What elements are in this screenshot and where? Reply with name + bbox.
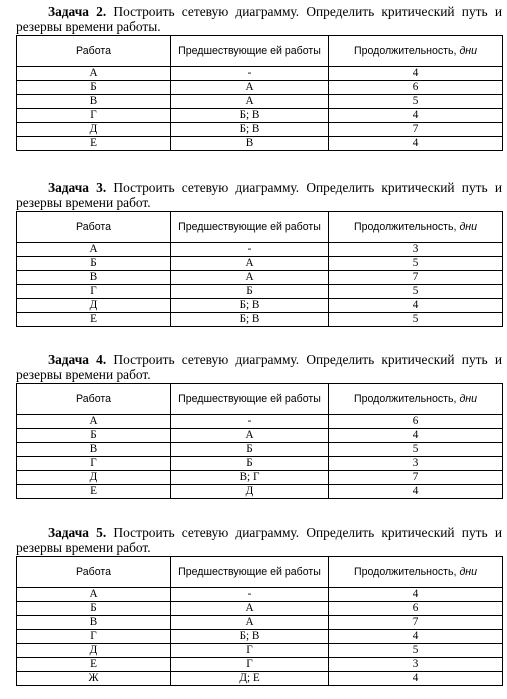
cell-dur: 5 (329, 443, 503, 457)
cell-dur: 4 (329, 672, 503, 686)
header-duration (329, 36, 503, 67)
cell-work: Д (17, 299, 171, 313)
header-duration-unit: дни (459, 393, 478, 405)
cell-pred: Б (171, 443, 329, 457)
cell-dur: 3 (329, 457, 503, 471)
cell-work: А (17, 243, 171, 257)
task-table (16, 556, 503, 686)
task-section (16, 4, 502, 151)
cell-pred: Б; В (171, 123, 329, 137)
cell-pred: Б; В (171, 109, 329, 123)
cell-work: А (17, 415, 171, 429)
cell-dur: 5 (329, 285, 503, 299)
cell-work: Б (17, 602, 171, 616)
table-row (17, 672, 503, 686)
cell-pred: А (171, 429, 329, 443)
cell-work: В (17, 271, 171, 285)
task-section (16, 352, 502, 499)
table-row (17, 109, 503, 123)
table-row (17, 67, 503, 81)
cell-dur: 5 (329, 257, 503, 271)
cell-pred: - (171, 588, 329, 602)
cell-pred: - (171, 67, 329, 81)
table-row (17, 457, 503, 471)
table-row (17, 602, 503, 616)
cell-work: А (17, 588, 171, 602)
header-duration (329, 384, 503, 415)
table-header-row (17, 212, 503, 243)
cell-dur: 4 (329, 429, 503, 443)
task-number: Задача 4. (48, 352, 107, 367)
table-row (17, 485, 503, 499)
cell-pred: Б; В (171, 630, 329, 644)
cell-dur: 4 (329, 485, 503, 499)
table-row (17, 630, 503, 644)
cell-pred: А (171, 257, 329, 271)
cell-pred: Г (171, 644, 329, 658)
cell-work: Г (17, 630, 171, 644)
cell-pred: Б (171, 285, 329, 299)
cell-dur: 4 (329, 137, 503, 151)
cell-work: Ж (17, 672, 171, 686)
task-table (16, 35, 503, 151)
cell-work: Д (17, 471, 171, 485)
cell-work: Д (17, 123, 171, 137)
task-text: Построить сетевую диаграмму. Определить критический путь и резервы времени работы. (16, 4, 502, 34)
cell-pred: Д (171, 485, 329, 499)
task-table (16, 211, 503, 327)
header-work: Работа (17, 36, 171, 67)
header-duration-unit: дни (459, 45, 478, 57)
cell-dur: 5 (329, 313, 503, 327)
cell-pred: А (171, 271, 329, 285)
cell-work: Е (17, 658, 171, 672)
cell-pred: А (171, 602, 329, 616)
header-duration (329, 557, 503, 588)
header-predecessors: Предшествующие ей работы (171, 212, 329, 243)
table-row (17, 429, 503, 443)
cell-work: Е (17, 137, 171, 151)
cell-work: Б (17, 81, 171, 95)
cell-work: Б (17, 429, 171, 443)
task-text: Построить сетевую диаграмму. Определить критический путь и резервы времени работ. (16, 525, 502, 555)
header-duration-unit: дни (459, 221, 478, 233)
cell-pred: - (171, 243, 329, 257)
header-duration (329, 212, 503, 243)
table-header-row (17, 384, 503, 415)
task-statement (16, 180, 502, 210)
cell-work: Е (17, 313, 171, 327)
header-predecessors: Предшествующие ей работы (171, 384, 329, 415)
header-work: Работа (17, 384, 171, 415)
table-row (17, 123, 503, 137)
task-section (16, 180, 502, 327)
task-text: Построить сетевую диаграмму. Определить критический путь и резервы времени работ. (16, 180, 502, 210)
table-row (17, 616, 503, 630)
header-work: Работа (17, 212, 171, 243)
cell-work: Г (17, 109, 171, 123)
cell-dur: 5 (329, 644, 503, 658)
cell-dur: 4 (329, 109, 503, 123)
task-statement (16, 525, 502, 555)
cell-dur: 7 (329, 471, 503, 485)
cell-dur: 5 (329, 95, 503, 109)
table-row (17, 137, 503, 151)
cell-dur: 4 (329, 67, 503, 81)
cell-dur: 4 (329, 299, 503, 313)
table-row (17, 95, 503, 109)
table-row (17, 443, 503, 457)
table-row (17, 644, 503, 658)
task-number: Задача 3. (48, 180, 107, 195)
cell-work: Б (17, 257, 171, 271)
table-header-row (17, 36, 503, 67)
task-number: Задача 2. (48, 4, 107, 19)
table-header-row (17, 557, 503, 588)
cell-pred: А (171, 616, 329, 630)
cell-dur: 3 (329, 243, 503, 257)
cell-work: А (17, 67, 171, 81)
cell-pred: В; Г (171, 471, 329, 485)
table-row (17, 658, 503, 672)
task-table (16, 383, 503, 499)
cell-dur: 4 (329, 588, 503, 602)
table-row (17, 588, 503, 602)
header-duration-label: Продолжительность, (353, 566, 457, 578)
table-row (17, 415, 503, 429)
header-predecessors: Предшествующие ей работы (171, 557, 329, 588)
cell-dur: 6 (329, 415, 503, 429)
cell-dur: 7 (329, 271, 503, 285)
table-row (17, 471, 503, 485)
cell-work: Г (17, 285, 171, 299)
cell-work: В (17, 95, 171, 109)
table-row (17, 285, 503, 299)
table-row (17, 271, 503, 285)
cell-dur: 3 (329, 658, 503, 672)
cell-pred: Г (171, 658, 329, 672)
cell-pred: - (171, 415, 329, 429)
cell-dur: 4 (329, 630, 503, 644)
cell-work: Е (17, 485, 171, 499)
header-duration-unit: дни (459, 566, 478, 578)
cell-pred: Б; В (171, 299, 329, 313)
task-statement (16, 352, 502, 382)
header-duration-label: Продолжительность, (353, 221, 457, 233)
header-predecessors: Предшествующие ей работы (171, 36, 329, 67)
task-number: Задача 5. (48, 525, 107, 540)
cell-dur: 7 (329, 123, 503, 137)
header-work: Работа (17, 557, 171, 588)
cell-dur: 7 (329, 616, 503, 630)
cell-work: В (17, 616, 171, 630)
cell-work: В (17, 443, 171, 457)
table-row (17, 313, 503, 327)
table-row (17, 299, 503, 313)
header-duration-label: Продолжительность, (353, 45, 457, 57)
cell-pred: А (171, 95, 329, 109)
table-row (17, 81, 503, 95)
cell-pred: Б; В (171, 313, 329, 327)
task-section (16, 525, 502, 686)
cell-work: Д (17, 644, 171, 658)
cell-pred: В (171, 137, 329, 151)
task-text: Построить сетевую диаграмму. Определить критический путь и резервы времени работ. (16, 352, 502, 382)
table-row (17, 257, 503, 271)
header-duration-label: Продолжительность, (353, 393, 457, 405)
cell-pred: А (171, 81, 329, 95)
task-statement (16, 4, 502, 34)
table-row (17, 243, 503, 257)
cell-work: Г (17, 457, 171, 471)
cell-dur: 6 (329, 81, 503, 95)
cell-dur: 6 (329, 602, 503, 616)
cell-pred: Д; Е (171, 672, 329, 686)
cell-pred: Б (171, 457, 329, 471)
